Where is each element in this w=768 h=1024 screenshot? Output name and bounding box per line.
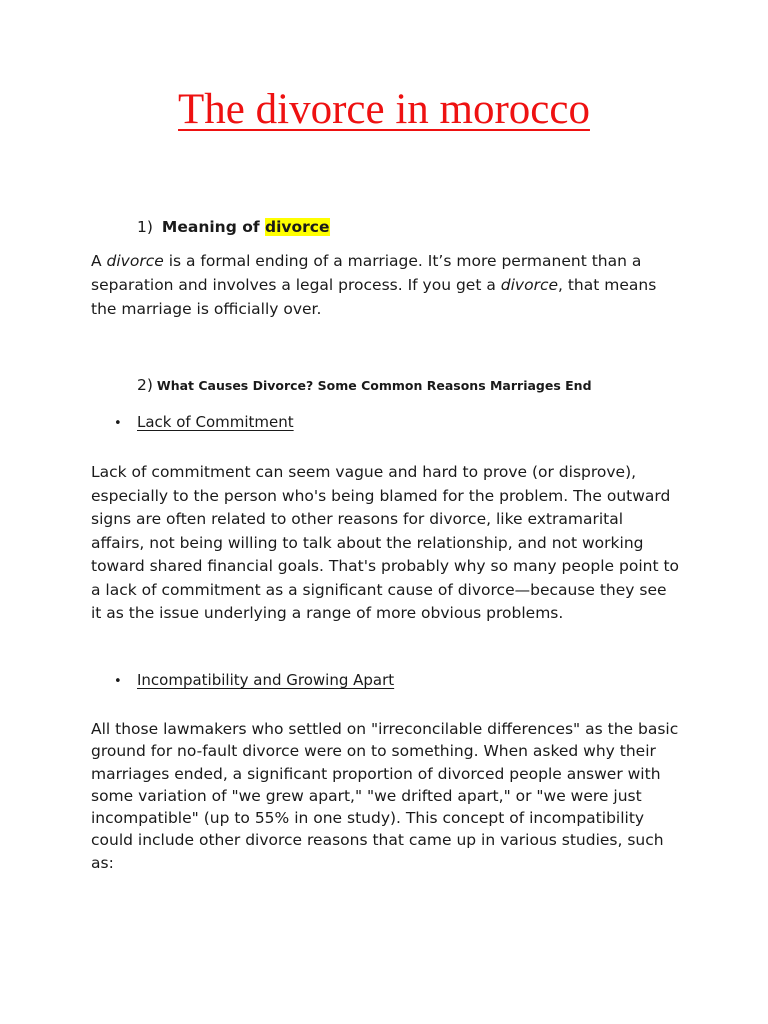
bullet-label: Incompatibility and Growing Apart (137, 671, 395, 689)
bullet-paragraph: All those lawmakers who settled on "irreconcilable differences" as the basic ground for no-fault divorce were on to something. When asked why their marriages ended, a significant proportion of divorced people answer with some variation of "we grew apart," "we drifted apart," or "we were just incompatible" (up to 55% in one study). This concept of incompatibility could include other divorce reasons that came up in various studies, such as: (91, 720, 679, 872)
bullet-paragraph: Lack of commitment can seem vague and hard to prove (or disprove), especially to the person who's being blamed for the problem. The outward signs are often related to other reasons for divorce, like extramarital affairs, not being willing to talk about the relationship, and not working toward shared financial goals. That's probably why so many people point to a lack of commitment as a significant cause of divorce—because they see it as the issue underlying a range of more obvious problems. (91, 463, 680, 622)
section1-paragraph (91, 249, 681, 321)
section2-heading (137, 374, 592, 397)
section1-paragraph-emphasis-1: divorce (106, 252, 164, 270)
section1-heading-text: Meaning of (161, 218, 265, 236)
section1-paragraph-text-3: , that means the marriage is officially over. (91, 276, 657, 318)
bullet-label: Lack of Commitment (137, 413, 294, 431)
bullet-item (114, 411, 294, 435)
bullet-icon: • (114, 674, 122, 689)
bullet-item (114, 669, 394, 693)
section1-heading (137, 216, 330, 238)
bullet-icon: • (114, 416, 122, 431)
section1-paragraph-text-2: is a formal ending of a marriage. It’s more permanent than a separation and involves a legal process. If you get a (91, 252, 642, 294)
section2-number: 2) (137, 376, 153, 394)
section1-number: 1) (137, 218, 153, 236)
section2-heading-text: What Causes Divorce? Some Common Reasons Marriages End (156, 378, 592, 393)
document-title: The divorce in morocco (178, 86, 590, 133)
section1-paragraph-text-1: A (91, 252, 107, 270)
section1-heading-highlight: divorce (264, 218, 330, 236)
section1-paragraph-emphasis-2: divorce (500, 276, 558, 294)
